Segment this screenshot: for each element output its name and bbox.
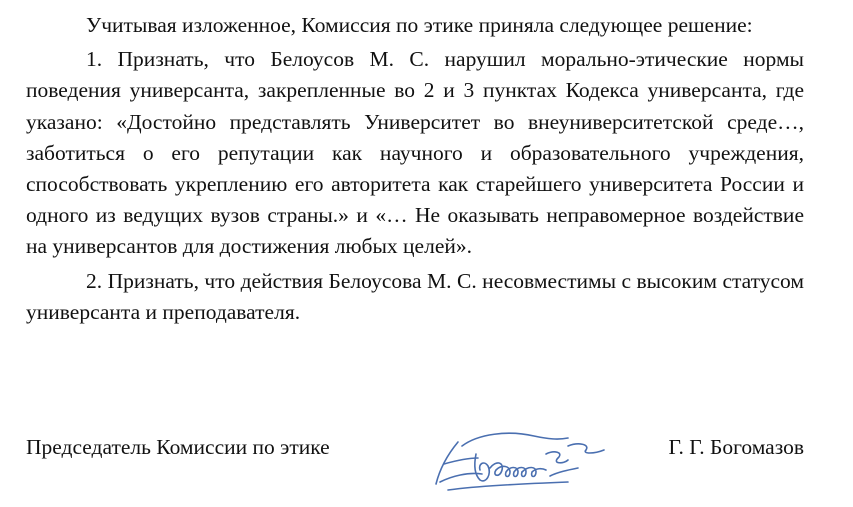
chairman-title: Председатель Комиссии по этике — [26, 435, 330, 459]
document-body — [26, 10, 804, 328]
chairman-name: Г. Г. Богомазов — [668, 435, 804, 459]
paragraph-point-2: 2. Признать, что действия Белоусова М. С. несовместимы с высоким статусом универсанта и преподавателя. — [26, 268, 804, 324]
handwritten-signature — [418, 424, 618, 496]
signature-block — [26, 432, 804, 472]
paragraph-decision-intro: Учитывая изложенное, Комиссия по этике приняла следующее решение: — [86, 13, 753, 37]
paragraph-point-1: 1. Признать, что Белоусов М. С. нарушил морально-этические нормы поведения универсанта, закрепленные во 2 и 3 пунктах Кодекса универсанта, где указано: «Достойно представлять Университет во внеуниверситетской среде…, заботиться о его репутации как научного и образовательного учреждения, способствовать укреплению его авторитета как старейшего университета России и одного из ведущих вузов страны.» и «… Не оказывать неправомерное воздействие на универсантов для достижения любых целей». — [26, 47, 804, 259]
